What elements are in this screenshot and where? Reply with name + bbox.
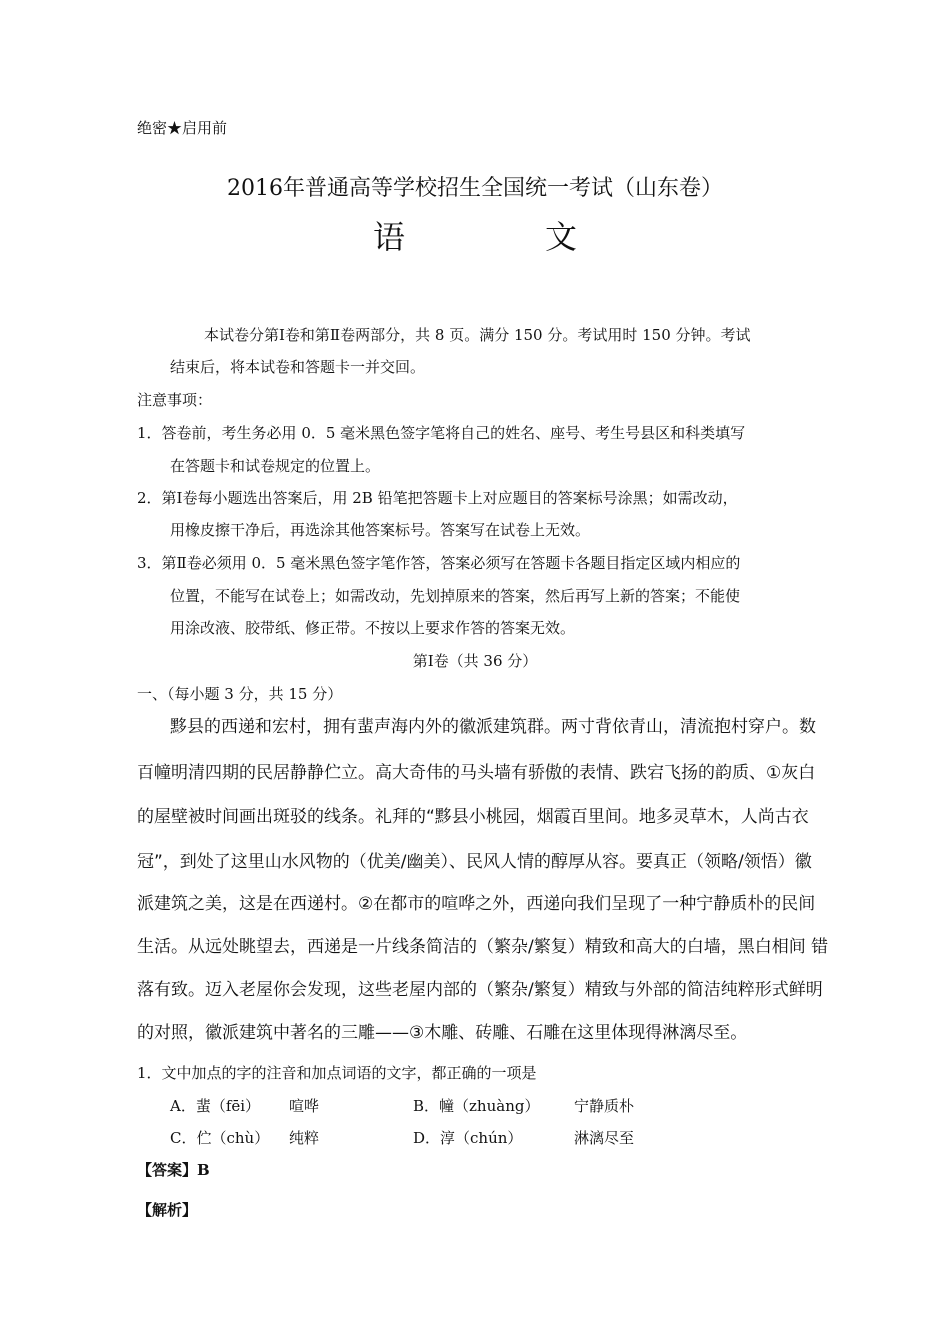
note-line-6: 位置，不能写在试卷上；如需改动，先划掉原来的答案，然后再写上新的答案；不能使 [170,587,741,605]
intro-line-2: 结束后，将本试卷和答题卡一并交回。 [170,358,426,376]
note-line-3: 2．第Ⅰ卷每小题选出答案后，用 2B 铅笔把答题卡上对应题目的答案标号涂黑；如需改动， [137,489,738,507]
notes-heading: 注意事项： [137,391,213,409]
note-line-7: 用涂改液、胶带纸、修正带。不按以上要求作答的答案无效。 [170,619,576,637]
option-d-word: 淋漓尽至 [574,1129,635,1147]
note-line-5: 3．第Ⅱ卷必须用 0．5 毫米黑色签字笔作答，答案必须写在答题卡各题目指定区域内相应的 [137,554,741,572]
option-a-label: A．蜚（fēi） [170,1097,261,1115]
option-c-word: 纯粹 [289,1129,320,1147]
option-d-label: D．淳（chún） [413,1129,523,1147]
answer: 【答案】B [137,1161,210,1179]
option-b-word: 宁静质朴 [574,1097,635,1115]
option-a-word: 喧哗 [289,1097,320,1115]
question-stem: 1．文中加点的字的注音和加点词语的文字，都正确的一项是 [137,1064,537,1082]
exam-title: 2016年普通高等学校招生全国统一考试（山东卷） [227,176,723,201]
passage-line-3: 的屋壁被时间画出斑驳的线条。礼拜的“黟县小桃园，烟霞百里间。地多灵草木，人尚古衣 [137,807,809,827]
note-line-4: 用橡皮擦干净后，再选涂其他答案标号。答案写在试卷上无效。 [170,521,591,539]
passage-line-1: 黟县的西递和宏村，拥有蜚声海内外的徽派建筑群。两寸背依青山，清流抱村穿户。数 [170,717,816,737]
passage-line-5: 派建筑之美，这是在西递村。②在都市的喧哗之外，西递向我们呈现了一种宁静质朴的民间 [137,894,816,914]
section-heading: 第Ⅰ卷（共 36 分） [412,652,538,670]
passage-line-4: 冠”，到处了这里山水风物的（优美/幽美）、民风人情的醇厚从容。要真正（领略/领悟）徽 [137,852,812,872]
passage-line-8: 的对照，徽派建筑中著名的三雕——③木雕、砖雕、石雕在这里体现得淋漓尽至。 [137,1023,748,1043]
analysis-heading: 【解析】 [137,1201,198,1219]
passage-line-6: 生活。从远处眺望去，西递是一片线条简洁的（繁杂/繁复）精致和高大的白墙，黑白相间 错 [137,937,829,957]
option-c-label: C．伫（chù） [170,1129,270,1147]
note-line-1: 1．答卷前，考生务必用 0．5 毫米黑色签字笔将自己的姓名、座号、考生号县区和科类填写 [137,424,746,442]
note-line-2: 在答题卡和试卷规定的位置上。 [170,457,381,475]
intro-line-1: 本试卷分第Ⅰ卷和第Ⅱ卷两部分，共 8 页。满分 150 分。考试用时 150 分钟。考试 [204,326,751,344]
passage-line-2: 百幢明清四期的民居静静伫立。高大奇伟的马头墙有骄傲的表情、跌宕飞扬的韵质、①灰白 [137,763,816,783]
passage-line-7: 落有致。迈入老屋你会发现，这些老屋内部的（繁杂/繁复）精致与外部的简洁纯粹形式鲜明 [137,980,823,1000]
part-heading: 一、（每小题 3 分，共 15 分） [137,685,343,703]
subject-title: 语文 [372,218,717,256]
confidential-mark: 绝密★启用前 [137,119,228,137]
option-b-label: B．幢（zhuàng） [413,1097,540,1115]
